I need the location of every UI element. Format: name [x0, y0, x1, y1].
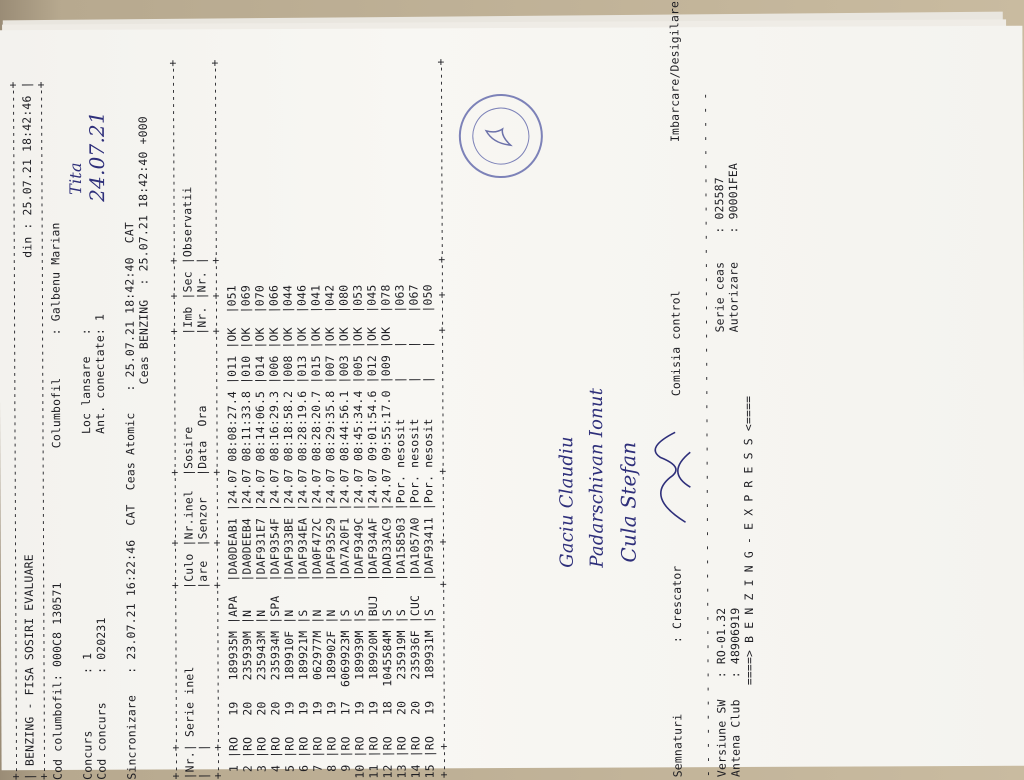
table-row: 13 |RO 20 235919M |S |DA158503 |Por. nesosit | | |063	[392, 284, 409, 779]
table-row: 1 |RO 19 189935M |APA |DA0DEAB1 |24.07 08:08:27.4 |011 |OK |051	[224, 285, 241, 780]
columbofil: Columbofil : Galbenu Marian	[48, 222, 64, 449]
loc-lansare: Loc lansare :	[78, 328, 94, 435]
cod-columbofil: Cod columbofil: 000C8 130571	[49, 582, 65, 780]
table-row: 7 |RO 19 062977M |N |DA0F472C |24.07 08:28:20.7 |015 |OK |041	[308, 284, 325, 779]
table-row: 11 |RO 19 189920M |BUJ |DAF934AF |24.07 09:01:54.6 |012 |OK |045	[364, 284, 381, 779]
crescator-label: : Crescator	[669, 565, 685, 644]
cod-concurs: Cod concurs : 020231	[93, 617, 109, 780]
table-row: 2 |RO 20 235939M |N |DA0DEEB4 |24.07 08:11:33.8 |010 |OK |069	[238, 285, 255, 780]
table-row: 5 |RO 19 189910F |N |DAF933BE |24.07 08:18:58.2 |008 |OK |044	[280, 284, 297, 780]
signatures-line	[668, 1, 685, 777]
ceas-benzing: Ceas BENZING : 25.07.21 18:42:40 +000	[135, 116, 151, 385]
concurs: Concurs : 1	[80, 652, 95, 780]
ceas-atomic: Ceas Atomic : 25.07.21 18:42:40 CAT	[122, 222, 138, 491]
stamp-bird-icon	[449, 85, 552, 188]
table-row: 3 |RO 20 235943M |N |DAF931E7 |24.07 08:14:06.5 |014 |OK |070	[252, 285, 269, 780]
ant-conectate: Ant. conectate: 1	[92, 313, 108, 434]
title-line: | BENZING - FISA SOSIRI EVALUARE din : 25.07.21 18:42:46 |	[19, 81, 37, 780]
doc-date: din : 25.07.21 18:42:46	[19, 95, 35, 258]
signature-2: Padarschivan Ionut	[585, 387, 608, 568]
rule: +-------------------------------------------------------------------------------------------------+	[33, 81, 51, 780]
table-header-2: | | |are |Senzor |Data Ora |Nr. |Nr. |	[194, 257, 211, 780]
sincronizare: Sincronizare : 23.07.21 16:22:46 CAT	[123, 504, 139, 780]
breeder-signature	[640, 417, 700, 527]
table-row: 12 |RO 18 1045584M |S |DAD33AC9 |24.07 09:55:17.0 |009 |OK |078	[378, 284, 395, 779]
table-row: 6 |RO 19 189921M |S |DAF934EA |24.07 08:28:19.6 |013 |OK |046	[294, 284, 311, 779]
handwritten-loc: Tita	[65, 162, 86, 195]
table-header-rule: +---+----------------------+-----+---------+-------------------+----+----+---------------------------+	[207, 59, 225, 780]
versiune-sw: Versiune SW : RO-01.32	[713, 607, 729, 778]
table-row: 14 |RO 20 235936F |CUC |DA1057A0 |Por. nesosit | | |067	[406, 284, 423, 779]
ceas-benzing-line	[137, 116, 153, 779]
semnaturi-label: Semnaturi	[670, 713, 685, 778]
antena-club: Antena Club : 48906919	[727, 607, 743, 778]
signature-1: Gaciu Claudiu	[556, 436, 578, 568]
brand: ====> B E N Z I N G - E X P R E S S <====	[740, 395, 757, 686]
autorizare: Autorizare : 90001FEA	[725, 162, 741, 333]
signature-3: Cula Stefan	[616, 441, 641, 563]
cod-concurs-line	[94, 314, 110, 780]
table-header-1: |Nr.| Serie inel |Culo |Nr.inel |Sosire |Imb |Sec |Observatii	[180, 186, 197, 780]
handwritten-date: 24.07.21	[84, 111, 110, 202]
top-rule: +-------------------------------------------------------------------------------------------------+	[5, 81, 23, 780]
table-row: 15 |RO 19 189931M |S |DAF93411 |Por. nesosit | | |050	[420, 284, 437, 779]
club-stamp	[447, 82, 555, 190]
serie-ceas: Serie ceas : 025587	[712, 177, 727, 333]
table-top-rule: +---+----------------------+-----+---------+-------------------+----+----+---------------------------+	[165, 59, 183, 780]
imbarcare-label: Imbarcare/Desigilare	[667, 0, 682, 143]
doc-title: BENZING - FISA SOSIRI EVALUARE	[21, 554, 37, 767]
comisia-label: Comisia control	[668, 290, 683, 397]
table-bottom-rule: +---+----------------------+-----+---------+-------------------+----+----+---------------------------+	[433, 58, 451, 779]
table-row: 4 |RO 20 235934M |SPA |DAF9354F |24.07 08:16:29.3 |006 |OK |066	[266, 284, 283, 780]
table-row: 9 |RO 17 6069923M |S |DA7A20F1 |24.07 08:44:56.1 |003 |OK |080	[336, 284, 353, 779]
cod-columbofil-line	[49, 222, 65, 780]
brand-line	[742, 396, 757, 777]
table-row: 10 |RO 19 189939M |S |DAF9349C |24.07 08:45:34.4 |005 |OK |053	[350, 284, 367, 779]
table-row: 8 |RO 19 189902F |N |DAF93529 |24.07 08:29:35.8 |007 |OK |042	[322, 284, 339, 779]
footer-rule: - - - - - - - - - - - - - - - - - - - - - - - - - - - - - - - - - - - - - - - - - - - - - - - - -	[697, 92, 715, 778]
